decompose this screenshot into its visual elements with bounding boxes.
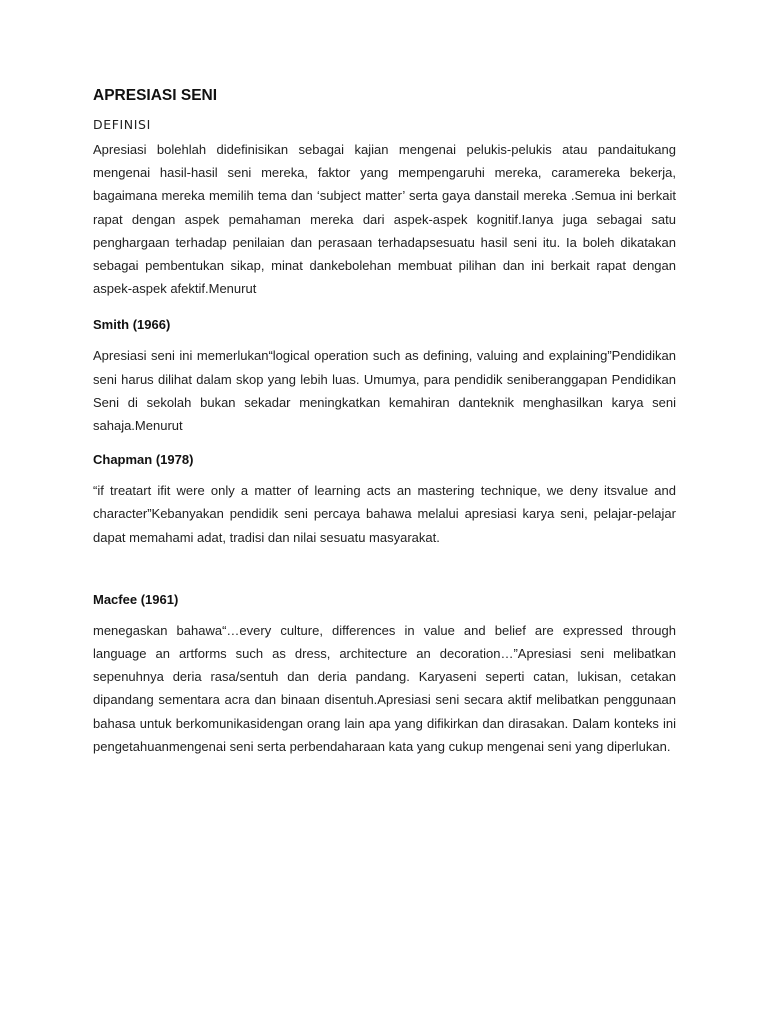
paragraph-chapman: “if treatart ifit were only a matter of learning acts an mastering technique, we deny itsvalue and character”Kebanyakan pendidik seni percaya bahawa melalui apresiasi karya seni, pelajar-pelajar dapat memahami adat, tradisi dan nilai sesuatu masyarakat. (93, 483, 676, 545)
document-page (93, 86, 676, 758)
heading-chapman: Chapman (1978) (93, 452, 194, 468)
document-title: APRESIASI SENI (93, 87, 218, 104)
heading-smith: Smith (1966) (93, 317, 171, 333)
paragraph-smith: Apresiasi seni ini memerlukan“logical operation such as defining, valuing and explaining”Pendidikan seni harus dilihat dalam skop yang lebih luas. Umumya, para pendidik seniberanggapan Pendidikan Seni di sekolah bukan sekadar meningkatkan kemahiran danteknik menghasilkan karya seni sahaja.Menurut (93, 348, 676, 434)
section-subtitle: DEFINISI (93, 117, 151, 132)
paragraph-definition: Apresiasi bolehlah didefinisikan sebagai kajian mengenai pelukis-pelukis atau pandaitukang mengenai hasil-hasil seni mereka, faktor yang mempengaruhi mereka, caramereka bekerja, bagaimana mereka memilih tema dan ‘subject matter’ serta gaya danstail mereka .Semua ini berkait rapat dengan aspek pemahaman mereka dari aspek-aspek kognitif.Ianya juga sebagai satu penghargaan terhadap penilaian dan perasaan terhadapsesuatu hasil seni itu. Ia boleh dikatakan sebagai pembentukan sikap, minat dankebolehan membuat pilihan dan ini berkait rapat dengan aspek-aspek afektif.Menurut (93, 142, 676, 297)
paragraph-macfee: menegaskan bahawa“…every culture, differences in value and belief are expressed through language an artforms such as dress, architecture an decoration…”Apresiasi seni melibatkan sepenuhnya deria rasa/sentuh dan deria pandang. Karyaseni seperti catan, lukisan, cetakan dipandang sementara acra dan binaan disentuh.Apresiasi seni secara aktif melibatkan penggunaan bahasa untuk berkomunikasidengan orang lain apa yang difikirkan dan dirasakan. Dalam konteks ini pengetahuanmengenai seni serta perbendaharaan kata yang cukup mengenai seni yang diperlukan. (93, 622, 676, 754)
heading-macfee: Macfee (1961) (93, 591, 179, 607)
